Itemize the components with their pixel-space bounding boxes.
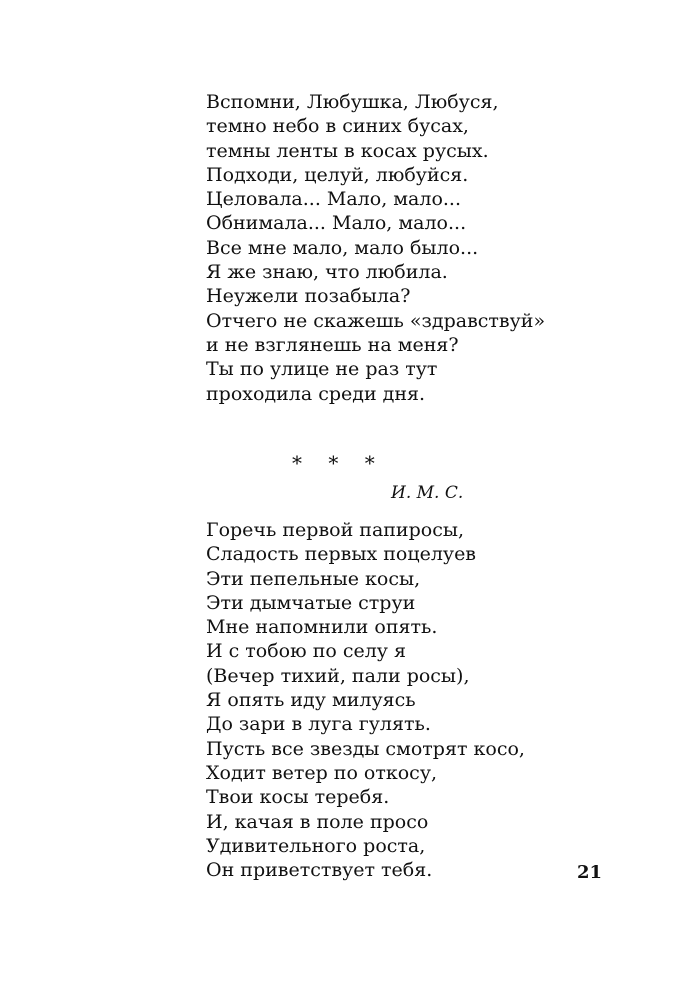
poem-line: Все мне мало, мало было... bbox=[206, 236, 479, 259]
poem-line: И с тобою по селу я bbox=[206, 640, 407, 663]
poem-line: Я же знаю, что любила. bbox=[206, 261, 448, 284]
poem-line: Удивительного роста, bbox=[206, 834, 426, 857]
poem-line: Ты по улице не раз тут bbox=[206, 358, 438, 381]
poem-line: Твои косы теребя. bbox=[206, 786, 390, 809]
poem-line: До зари в луга гулять. bbox=[206, 713, 431, 736]
poem-line: проходила среди дня. bbox=[206, 382, 426, 405]
poem-line: темны ленты в косах русых. bbox=[206, 139, 489, 162]
page-number: 21 bbox=[577, 862, 603, 883]
poem-line: Он приветствует тебя. bbox=[206, 859, 433, 882]
poem-line: Сладость первых поцелуев bbox=[206, 543, 477, 566]
section-separator: * * * bbox=[292, 451, 385, 475]
poem-line: Я опять иду милуясь bbox=[206, 689, 416, 712]
poem-line: Неужели позабыла? bbox=[206, 285, 411, 308]
poem-line: Пусть все звезды смотрят косо, bbox=[206, 737, 525, 760]
poem-line: И, качая в поле просо bbox=[206, 810, 429, 833]
poem-line: Горечь первой папиросы, bbox=[206, 519, 465, 541]
poem-line: темно небо в синих бусах, bbox=[206, 115, 469, 138]
poem-line: Обнимала... Мало, мало... bbox=[206, 212, 467, 235]
poem-line: Мне напомнили опять. bbox=[206, 616, 438, 639]
poem-line: Подходи, целуй, любуйся. bbox=[206, 163, 469, 186]
poem-line: и не взглянешь на меня? bbox=[206, 333, 459, 356]
poem-line: Целовала... Мало, мало... bbox=[206, 188, 462, 211]
poem-line: Эти пепельные косы, bbox=[206, 567, 421, 590]
poem-line: (Вечер тихий, пали росы), bbox=[206, 664, 470, 687]
poem-line: Отчего не скажешь «здравствуй» bbox=[206, 309, 546, 332]
poem-line: Эти дымчатые струи bbox=[206, 591, 416, 614]
poem-stanza-2 bbox=[206, 518, 525, 882]
poem-line: Вспомни, Любушка, Любуся, bbox=[206, 91, 499, 113]
poem-stanza-1 bbox=[206, 90, 545, 406]
poem-dedication: И. М. С. bbox=[391, 483, 464, 503]
poem-line: Ходит ветер по откосу, bbox=[206, 761, 438, 784]
